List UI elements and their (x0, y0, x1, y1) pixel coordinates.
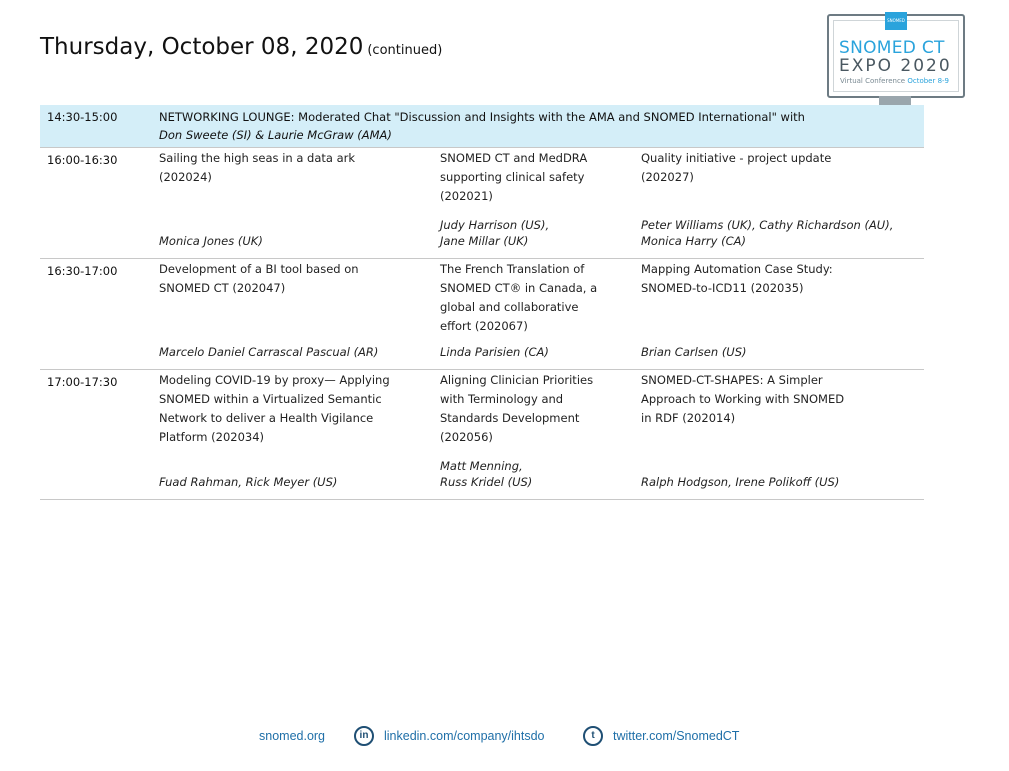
session-speakers: Russ Kridel (US) (440, 475, 533, 489)
session-title: (202024) (159, 170, 212, 184)
time-slot: 14:30-15:00 (47, 110, 118, 124)
footer (0, 726, 1009, 750)
session-title: Standards Development (440, 411, 580, 425)
linkedin-icon[interactable]: in (354, 726, 374, 746)
networking-lounge-row (40, 105, 924, 148)
logo-line-3: Virtual Conference October 8-9 (840, 77, 950, 85)
schedule-row (40, 370, 924, 500)
session-speakers: Monica Jones (UK) (159, 234, 263, 248)
session-speakers: Matt Menning, (440, 459, 523, 473)
continued-label: (continued) (367, 43, 443, 58)
session-title: Aligning Clinician Priorities (440, 373, 594, 387)
session-speakers: Linda Parisien (CA) (440, 345, 549, 359)
session-speakers: Marcelo Daniel Carrascal Pascual (AR) (159, 345, 379, 359)
session-title: global and collaborative (440, 300, 579, 314)
session-title: supporting clinical safety (440, 170, 585, 184)
session-title: Development of a BI tool based on (159, 262, 359, 276)
session-title: (202021) (440, 189, 493, 203)
session-title: (202027) (641, 170, 694, 184)
session-speakers: Peter Williams (UK), Cathy Richardson (AU), (641, 218, 894, 232)
logo-line-1: SNOMED CT (839, 38, 945, 58)
session-speakers: Judy Harrison (US), (440, 218, 550, 232)
time-slot: 16:30-17:00 (47, 264, 118, 278)
session-title: SNOMED CT® in Canada, a (440, 281, 598, 295)
session-speakers: Ralph Hodgson, Irene Polikoff (US) (641, 475, 840, 489)
session-title: with Terminology and (440, 392, 564, 406)
session-title: SNOMED within a Virtualized Semantic (159, 392, 382, 406)
session-title: SNOMED CT (202047) (159, 281, 286, 295)
snomed-expo-logo (827, 14, 965, 118)
schedule-row (40, 259, 924, 370)
snomed-badge: SNOMED (885, 12, 907, 30)
schedule-row (40, 148, 924, 259)
monitor-stand (879, 96, 911, 105)
twitter-icon[interactable]: t (583, 726, 603, 746)
session-title: SNOMED CT and MedDRA (440, 151, 588, 165)
session-title: effort (202067) (440, 319, 528, 333)
website-link[interactable]: snomed.org (259, 729, 326, 743)
session-speakers: Don Sweete (SI) & Laurie McGraw (AMA) (159, 128, 392, 142)
time-slot: 17:00-17:30 (47, 375, 118, 389)
page-title (40, 34, 442, 60)
session-speakers: Jane Millar (UK) (440, 234, 529, 248)
schedule-rows (40, 148, 924, 500)
session-speakers: Monica Harry (CA) (641, 234, 746, 248)
session-title: Network to deliver a Health Vigilance (159, 411, 374, 425)
session-title: Approach to Working with SNOMED (641, 392, 845, 406)
session-title: in RDF (202014) (641, 411, 736, 425)
session-title: The French Translation of (440, 262, 585, 276)
session-title: NETWORKING LOUNGE: Moderated Chat "Discussion and Insights with the AMA and SNOMED International" with (159, 110, 805, 124)
time-slot: 16:00-16:30 (47, 153, 118, 167)
session-title: (202056) (440, 430, 493, 444)
session-speakers: Brian Carlsen (US) (641, 345, 747, 359)
session-speakers: Fuad Rahman, Rick Meyer (US) (159, 475, 338, 489)
logo-line-2: EXPO 2020 (839, 56, 952, 76)
twitter-link[interactable]: twitter.com/SnomedCT (613, 729, 740, 743)
session-title: SNOMED-to-ICD11 (202035) (641, 281, 804, 295)
date-heading: Thursday, October 08, 2020 (40, 34, 364, 60)
monitor-icon (827, 14, 965, 98)
session-title: Mapping Automation Case Study: (641, 262, 833, 276)
linkedin-link[interactable]: linkedin.com/company/ihtsdo (384, 729, 545, 743)
session-title: Quality initiative - project update (641, 151, 832, 165)
schedule-table (40, 105, 924, 500)
session-title: Sailing the high seas in a data ark (159, 151, 356, 165)
session-title: Platform (202034) (159, 430, 265, 444)
session-title: Modeling COVID-19 by proxy— Applying (159, 373, 390, 387)
session-title: SNOMED-CT-SHAPES: A Simpler (641, 373, 823, 387)
